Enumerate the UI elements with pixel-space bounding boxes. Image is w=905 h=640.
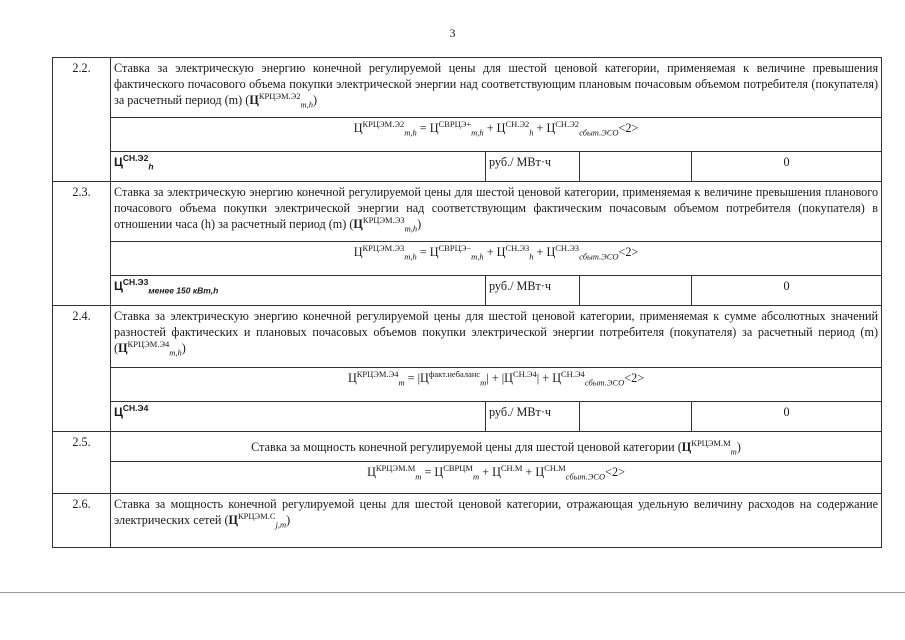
- page-number: 3: [449, 26, 456, 40]
- tariff-table: [52, 57, 882, 548]
- empty-cell: [580, 276, 692, 306]
- row-number: 2.5.: [53, 432, 111, 494]
- rate-symbol: $Ц^{СН.Э3}_{менее 150 кВт,h}$: [111, 276, 486, 306]
- row-number: 2.3.: [53, 182, 111, 306]
- row-number: 2.2.: [53, 58, 111, 182]
- unit: руб./ МВт·ч: [486, 152, 580, 182]
- table-row: [53, 494, 882, 548]
- value-row: [53, 276, 882, 306]
- rate-value: 0: [692, 152, 882, 182]
- row-description: Ставка за электрическую энергию конечной регулируемой цены для шестой ценовой категории, применяемая к сумме абсолютных значений разностей фактических и плановых почасовых объемов покупки электрической энергии потребителя (покупателя) за расчетный период (m) $(Ц^{КРЦЭМ.Э4}_{m,h})$: [111, 306, 882, 368]
- formula: $Ц^{КРЦЭМ.М}_m = Ц^{СВРЦМ}_m + Ц^{СН.М} + Ц^{СН.М}_{сбыт.ЭСО}<2>$: [111, 462, 882, 494]
- value-row: [53, 152, 882, 182]
- rate-symbol: $Ц^{СН.Э4}$: [111, 402, 486, 432]
- scan-edge-line: [0, 592, 905, 593]
- rate-value: 0: [692, 276, 882, 306]
- formula-row: [53, 118, 882, 152]
- formula-row: [53, 368, 882, 402]
- row-number: 2.4.: [53, 306, 111, 432]
- formula: $Ц^{КРЦЭМ.Э2}_{m,h} = Ц^{СВРЦЭ+}_{m,h} + Ц^{СН.Э2}_h + Ц^{СН.Э2}_{сбыт.ЭСО}<2>$: [111, 118, 882, 152]
- row-description: Ставка за электрическую энергию конечной регулируемой цены для шестой ценовой категории, применяемая к величине превышения планового почасового объема покупки электрической энергии над соответствующим фактическим почасовым объемом потребителя (покупателя) в отношении часа (h) за расчетный период (m) $(Ц^{КРЦЭМ.Э3}_{m,h})$: [111, 182, 882, 242]
- empty-cell: [580, 152, 692, 182]
- formula: $Ц^{КРЦЭМ.Э3}_{m,h} = Ц^{СВРЦЭ-}_{m,h} + Ц^{СН.Э3}_h + Ц^{СН.Э3}_{сбыт.ЭСО}<2>$: [111, 242, 882, 276]
- empty-cell: [580, 402, 692, 432]
- row-description: Ставка за мощность конечной регулируемой цены для шестой ценовой категории $(Ц^{КРЦЭМ.М}_m)$: [111, 432, 882, 462]
- table-row: [53, 58, 882, 118]
- unit: руб./ МВт·ч: [486, 276, 580, 306]
- rate-value: 0: [692, 402, 882, 432]
- value-row: [53, 402, 882, 432]
- row-number: 2.6.: [53, 494, 111, 548]
- formula: $Ц^{КРЦЭМ.Э4}_m = |Ц^{факт.небаланс}_m| + |Ц^{СН.Э4}| + Ц^{СН.Э4}_{сбыт.ЭСО}<2>$: [111, 368, 882, 402]
- rate-symbol: $Ц^{СН.Э2}_h$: [111, 152, 486, 182]
- row-description: Ставка за мощность конечной регулируемой цены для шестой ценовой категории, отражающая удельную величину расходов на содержание электрических сетей $(Ц^{КРЦЭМ.С}_{j,m})$: [111, 494, 882, 548]
- formula-row: [53, 462, 882, 494]
- formula-row: [53, 242, 882, 276]
- unit: руб./ МВт·ч: [486, 402, 580, 432]
- table-row: [53, 182, 882, 242]
- table-row: [53, 306, 882, 368]
- table-row: [53, 432, 882, 462]
- row-description: Ставка за электрическую энергию конечной регулируемой цены для шестой ценовой категории, применяемая к величине превышения фактического почасового объема покупки электрической энергии над соответствующим плановым почасовым объемом потребителя (покупателя) за расчетный период (m) $(Ц^{КРЦЭМ.Э2}_{m,h})$: [111, 58, 882, 118]
